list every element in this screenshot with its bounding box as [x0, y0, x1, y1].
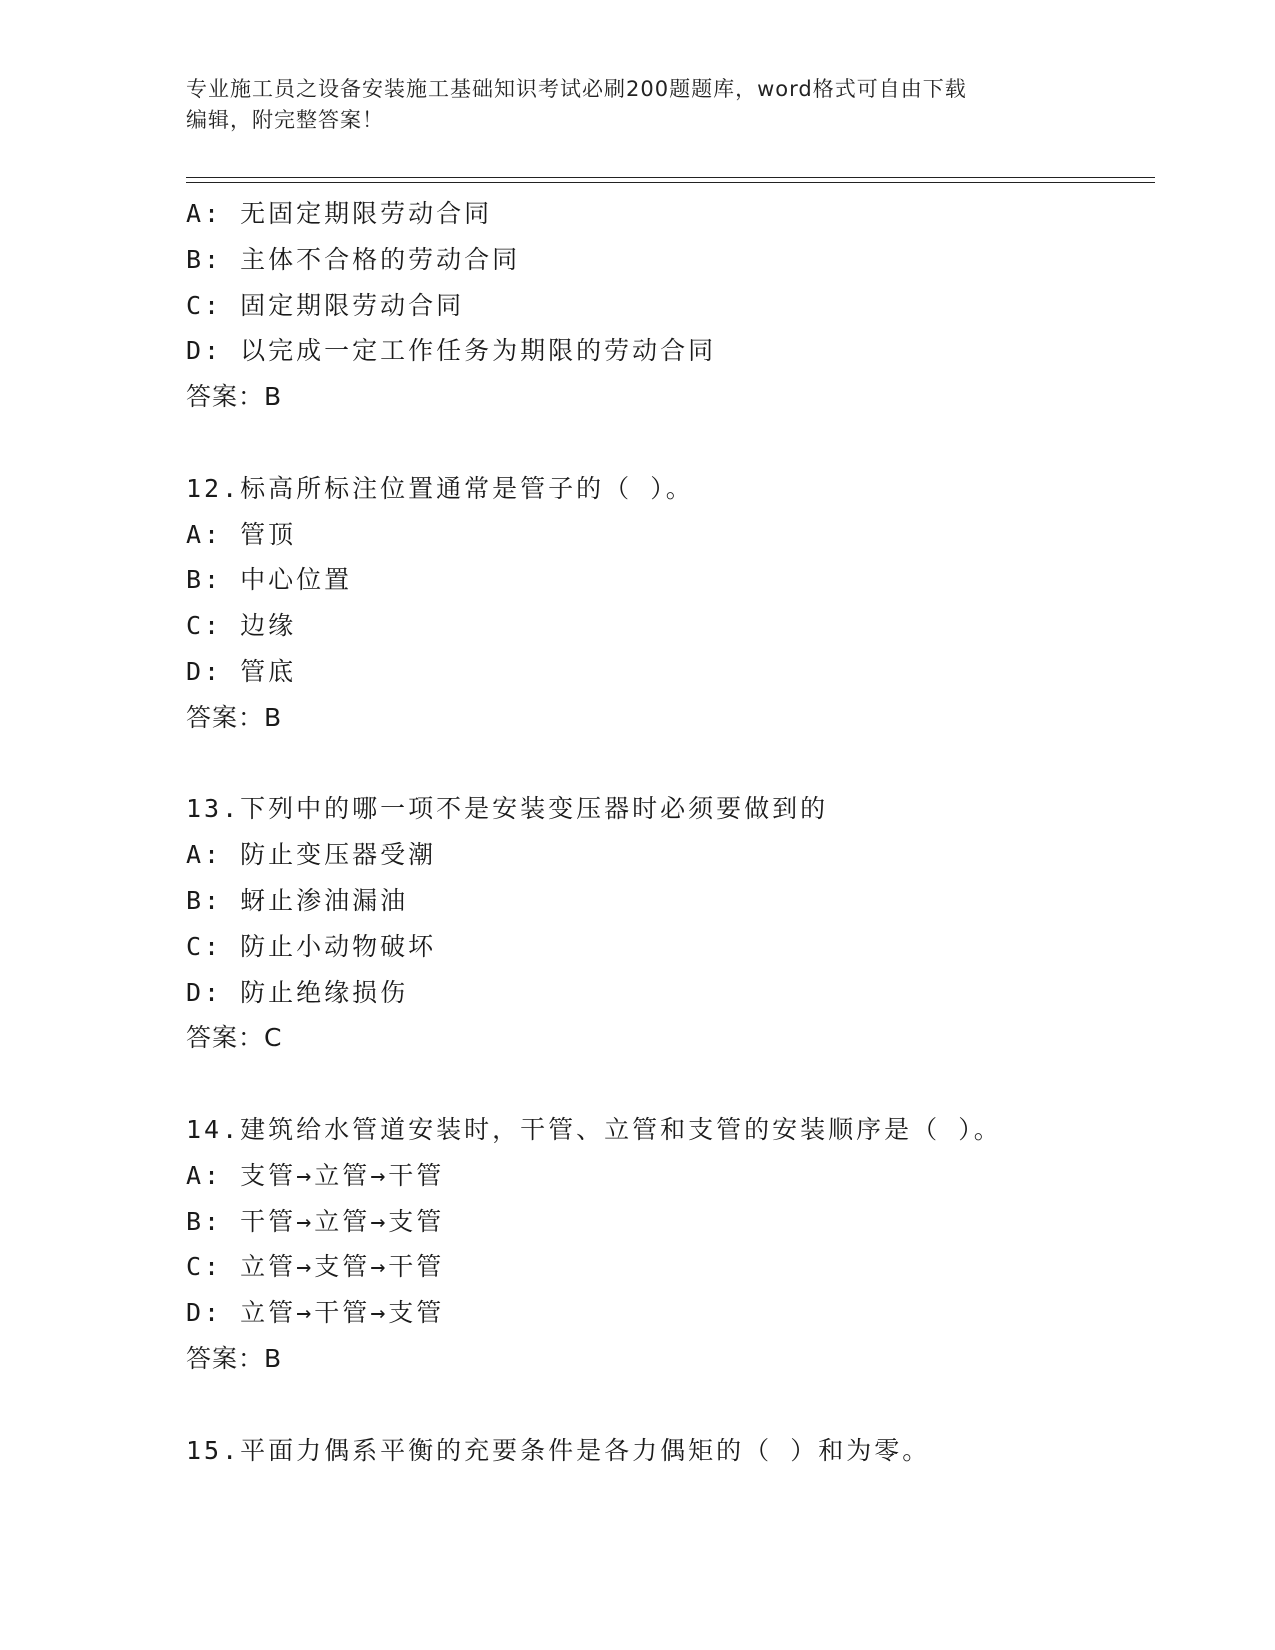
spacer — [186, 420, 1155, 466]
question-block-14 — [186, 1107, 1155, 1382]
spacer — [186, 1061, 1155, 1107]
option-a: A: 支管→立管→干管 — [186, 1160, 445, 1190]
option-b: B: 干管→立管→支管 — [186, 1206, 445, 1236]
question-stem: 13.下列中的哪一项不是安装变压器时必须要做到的 — [186, 794, 829, 824]
option-a: A: 防止变压器受潮 — [186, 840, 437, 870]
question-stem: 12.标高所标注位置通常是管子的（ ）。 — [186, 473, 694, 503]
option-d: D: 立管→干管→支管 — [186, 1298, 445, 1328]
question-block-11 — [186, 191, 1155, 420]
answer-line: 答案：B — [186, 702, 283, 732]
document-header — [186, 74, 1086, 136]
answer-line: 答案：C — [186, 1023, 283, 1053]
option-c: C: 固定期限劳动合同 — [186, 290, 465, 320]
spacer — [186, 1382, 1155, 1428]
option-c: C: 边缘 — [186, 611, 297, 641]
answer-line: 答案：B — [186, 382, 283, 412]
question-block-12 — [186, 466, 1155, 741]
option-b: B: 主体不合格的劳动合同 — [186, 244, 521, 274]
option-b: B: 中心位置 — [186, 565, 353, 595]
header-rule-bottom — [186, 182, 1155, 183]
question-block-15 — [186, 1428, 1155, 1474]
option-d: D: 以完成一定工作任务为期限的劳动合同 — [186, 336, 717, 366]
option-b: B: 蚜止渗油漏油 — [186, 885, 409, 915]
header-rule-top — [186, 177, 1155, 178]
question-stem: 15.平面力偶系平衡的充要条件是各力偶矩的（ ）和为零。 — [186, 1435, 931, 1465]
option-c: C: 防止小动物破坏 — [186, 931, 437, 961]
spacer — [186, 741, 1155, 787]
option-d: D: 防止绝缘损伤 — [186, 977, 409, 1007]
option-c: C: 立管→支管→干管 — [186, 1252, 445, 1282]
question-block-13 — [186, 786, 1155, 1061]
question-list — [186, 191, 1155, 1473]
answer-line: 答案：B — [186, 1343, 283, 1373]
option-a: A: 无固定期限劳动合同 — [186, 199, 493, 228]
question-stem: 14.建筑给水管道安装时，干管、立管和支管的安装顺序是（ ）。 — [186, 1114, 1002, 1144]
option-d: D: 管底 — [186, 656, 297, 686]
header-title-line-2: 编辑，附完整答案！ — [186, 108, 384, 132]
option-a: A: 管顶 — [186, 519, 297, 549]
header-title-line-1: 专业施工员之设备安装施工基础知识考试必刷200题题库，word格式可自由下载 — [186, 77, 967, 101]
